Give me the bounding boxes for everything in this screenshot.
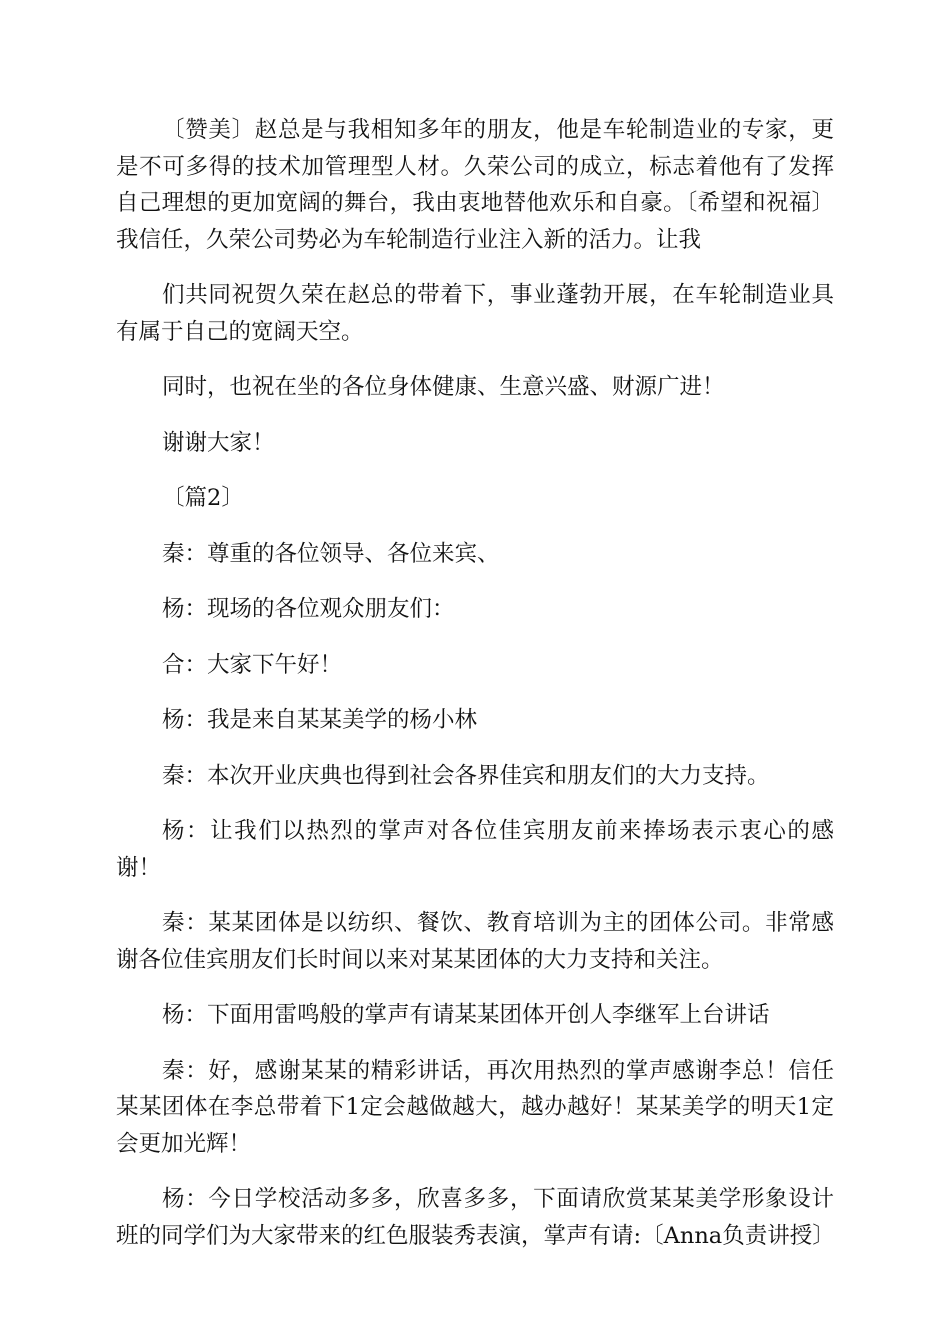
dialogue-line: 秦：本次开业庆典也得到社会各界佳宾和朋友们的大力支持。	[162, 762, 770, 789]
section-heading-part2: 〔篇2〕	[162, 485, 244, 511]
paragraph-thanks: 谢谢大家！	[162, 429, 275, 456]
dialogue-line: 合：大家下午好！	[162, 651, 343, 678]
dialogue-line: 秦：某某团体是以纺织、餐饮、教育培训为主的团体公司。非常感谢各位佳宾朋友们长时间以来对某某团体的大力支持和关注。	[116, 910, 834, 973]
dialogue-line: 杨：让我们以热烈的掌声对各位佳宾朋友前来捧场表示衷心的感谢！	[116, 818, 834, 881]
document-body	[116, 112, 834, 1254]
dialogue-line: 秦：尊重的各位领导、各位来宾、	[162, 540, 500, 567]
dialogue-line: 秦：好，感谢某某的精彩讲话，再次用热烈的掌声感谢李总！信任某某团体在李总带着下1定会越做越大，越办越好！某某美学的明天1定会更加光辉！	[116, 1057, 834, 1157]
paragraph-congratulate: 们共同祝贺久荣在赵总的带着下，事业蓬勃开展，在车轮制造业具有属于自己的宽阔天空。	[116, 282, 834, 345]
dialogue-line: 杨：下面用雷鸣般的掌声有请某某团体开创人李继军上台讲话	[162, 1002, 770, 1028]
dialogue-line: 杨：我是来自某某美学的杨小林	[162, 707, 478, 733]
paragraph-praise: 〔赞美〕赵总是与我相知多年的朋友，他是车轮制造业的专家，更是不可多得的技术加管理型人材。久荣公司的成立，标志着他有了发挥自己理想的更加宽阔的舞台，我由衷地替他欢乐和自豪。〔希望和祝福〕我信任，久荣公司势必为车轮制造行业注入新的活力。让我	[116, 117, 834, 253]
paragraph-wishes: 同时，也祝在坐的各位身体健康、生意兴盛、财源广进！	[162, 374, 725, 400]
dialogue-line: 杨：现场的各位观众朋友们：	[162, 596, 455, 622]
dialogue-line: 杨：今日学校活动多多，欣喜多多，下面请欣赏某某美学形象设计班的同学们为大家带来的红色服装秀表演，掌声有请:〔Anna负责讲授〕	[116, 1186, 835, 1249]
